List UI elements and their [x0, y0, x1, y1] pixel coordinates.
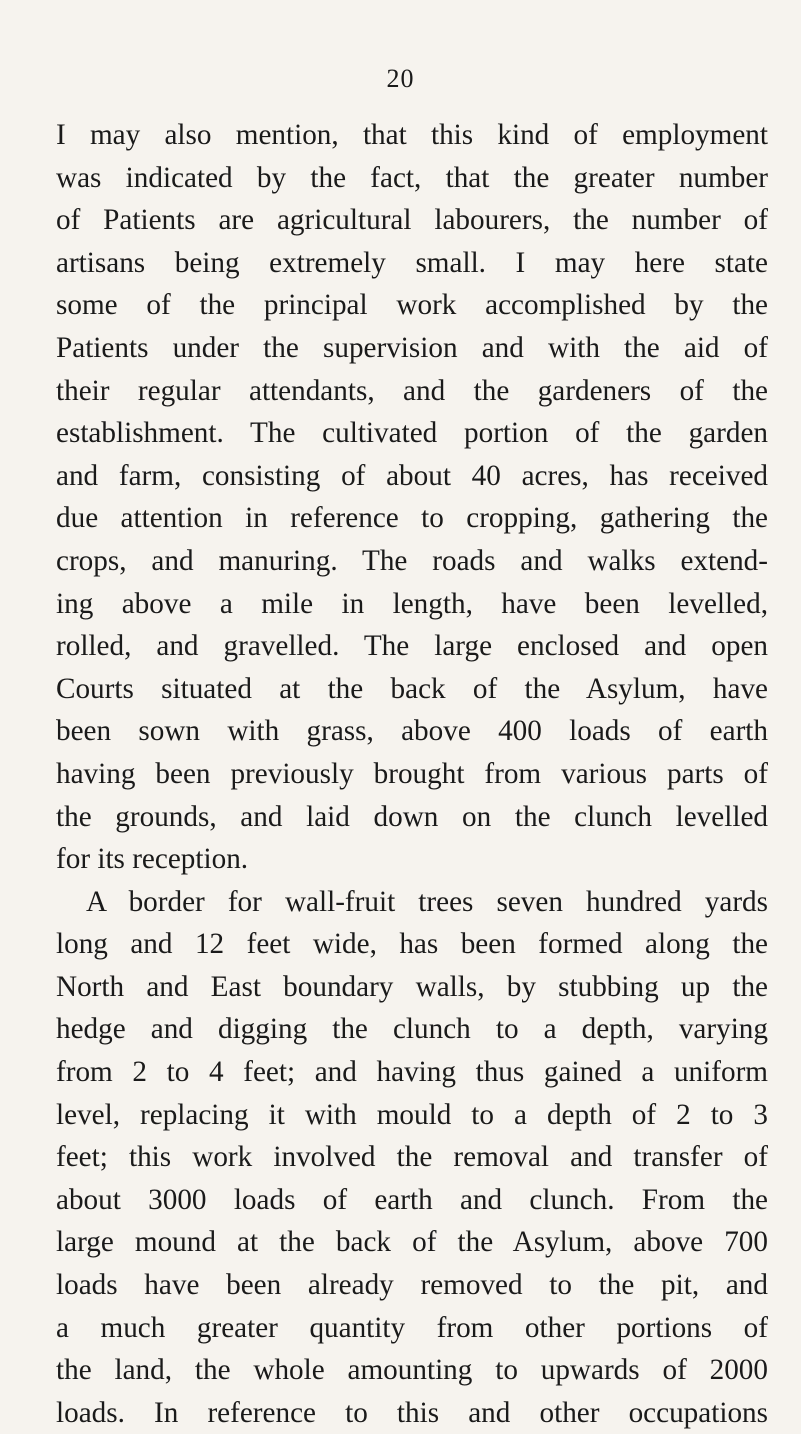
- text-line: and farm, consisting of about 40 acres, has received: [56, 459, 768, 492]
- text-line: due attention in reference to cropping, gathering the: [56, 502, 768, 535]
- text-line: some of the principal work accomplished by the: [56, 289, 768, 322]
- text-line: ing above a mile in length, have been levelled,: [56, 587, 768, 620]
- text-line: a much greater quantity from other portions of: [56, 1311, 768, 1344]
- paragraph-2: [56, 881, 768, 1434]
- text-line: from 2 to 4 feet; and having thus gained a uniform: [56, 1056, 768, 1089]
- text-line: having been previously brought from various parts of: [56, 757, 768, 790]
- text-line: loads. In reference to this and other occupations: [56, 1396, 768, 1429]
- text-line: their regular attendants, and the gardeners of the: [56, 374, 768, 407]
- text-line: loads have been already removed to the pit, and: [56, 1269, 768, 1302]
- text-line: level, replacing it with mould to a depth of 2 to 3: [56, 1098, 768, 1131]
- text-line: the land, the whole amounting to upwards of 2000: [56, 1354, 768, 1387]
- paragraph-1: [56, 114, 768, 881]
- text-line: I may also mention, that this kind of employment: [56, 119, 768, 151]
- text-line: was indicated by the fact, that the greater number: [56, 161, 768, 194]
- text-line: of Patients are agricultural labourers, the number of: [56, 204, 768, 237]
- page-number: 20: [386, 64, 415, 93]
- text-line: feet; this work involved the removal and transfer of: [56, 1141, 768, 1174]
- text-line: North and East boundary walls, by stubbing up the: [56, 970, 768, 1003]
- text-line: for its reception.: [56, 843, 249, 876]
- text-line: the grounds, and laid down on the clunch levelled: [56, 800, 768, 833]
- text-line: A border for wall-fruit trees seven hundred yards: [86, 885, 768, 918]
- text-line: been sown with grass, above 400 loads of earth: [56, 715, 768, 748]
- text-line: artisans being extremely small. I may here state: [56, 246, 768, 279]
- body-text: [56, 114, 768, 1434]
- text-line: about 3000 loads of earth and clunch. From the: [56, 1183, 768, 1216]
- text-line: crops, and manuring. The roads and walks extend-: [56, 544, 768, 577]
- text-line: Patients under the supervision and with the aid of: [56, 331, 768, 364]
- text-line: Courts situated at the back of the Asylum, have: [56, 672, 768, 705]
- text-line: hedge and digging the clunch to a depth, varying: [56, 1013, 768, 1046]
- text-line: establishment. The cultivated portion of the garden: [56, 417, 768, 450]
- text-line: large mound at the back of the Asylum, above 700: [56, 1226, 768, 1259]
- text-line: rolled, and gravelled. The large enclosed and open: [56, 630, 768, 663]
- text-line: long and 12 feet wide, has been formed along the: [56, 928, 768, 961]
